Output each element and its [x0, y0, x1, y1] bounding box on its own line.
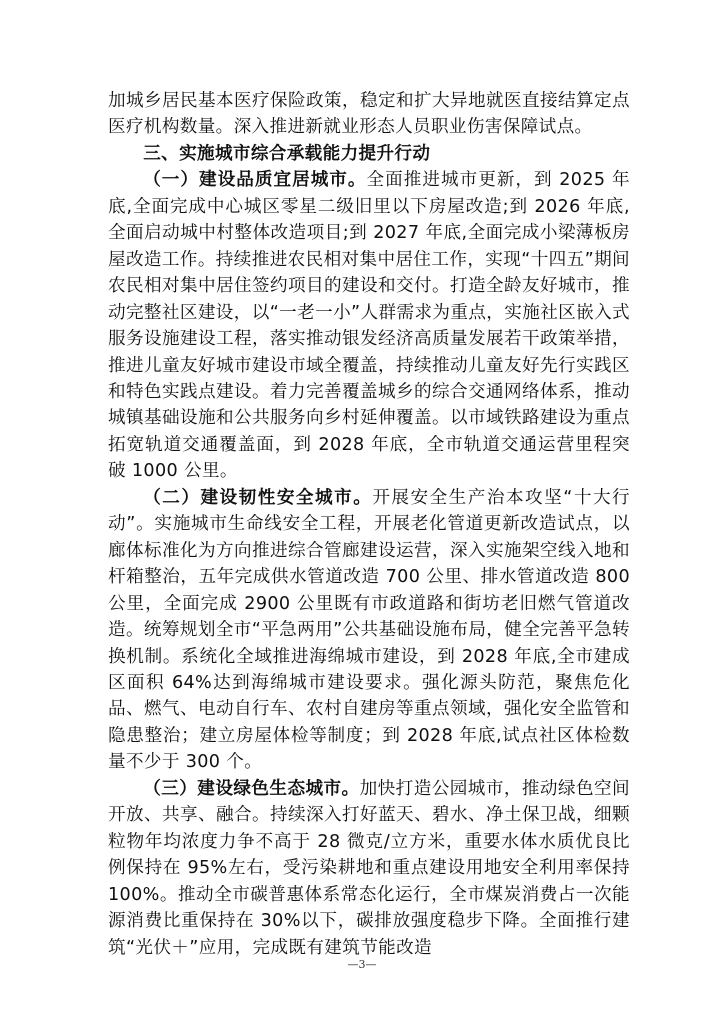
- paragraph-text: 全面推进城市更新，到 2025 年底,全面完成中心城区零星二级旧里以下房屋改造;到 2026 年底,全面启动城中村整体改造项目;到 2027 年底,全面完成小梁薄板房屋改造工作。持续推进农民相对集中居住工作，实现“十四五”期间农民相对集中居住签约项目的建设和交付。打造全龄友好城市，推动完整社区建设，以“一老一小”人群需求为重点，实施社区嵌入式服务设施建设工程，落实推动银发经济高质量发展若干政策举措，推进儿童友好城市建设市域全覆盖，持续推动儿童友好先行实践区和特色实践点建设。着力完善覆盖城乡的综合交通网络体系，推动城镇基础设施和公共服务向乡村延伸覆盖。以市域铁路建设为重点拓宽轨道交通覆盖面，到 2028 年底，全市轨道交通运营里程突破 1000 公里。: [108, 170, 630, 482]
- paragraph-continuation: 加城乡居民基本医疗保险政策，稳定和扩大异地就医直接结算定点医疗机构数量。深入推进新就业形态人员职业伤害保障试点。: [108, 91, 630, 138]
- subsection-title-green-city: （三）建设绿色生态城市。: [143, 778, 360, 799]
- page-number: —3—: [347, 958, 377, 971]
- paragraph-livable-city: [108, 167, 630, 484]
- section-heading-3: 三、实施城市综合承载能力提升行动: [143, 143, 431, 164]
- paragraph-resilient-city: [108, 485, 630, 776]
- subsection-title-resilient-city: （二）建设韧性安全城市。: [143, 487, 373, 508]
- subsection-title-livable-city: （一）建设品质宜居城市。: [143, 170, 367, 191]
- paragraph-text: 加快打造公园城市，推动绿色空间开放、共享、融合。持续深入打好蓝天、碧水、净土保卫战，细颗粒物年均浓度力争不高于 28 微克/立方米，重要水体水质优良比例保持在 95%左右，受污染耕地和重点建设用地安全利用率保持 100%。推动全市碳普惠体系常态化运行，全市煤炭消费占一次能源消费比重保持在 30%以下，碳排放强度稳步下降。全面推行建筑“光伏＋”应用，完成既有建筑节能改造: [108, 778, 630, 958]
- paragraph-green-city: [108, 776, 630, 961]
- paragraph-text: 开展安全生产治本攻坚“十大行动”。实施城市生命线安全工程，开展老化管道更新改造试点，以廊体标准化为方向推进综合管廊建设运营，深入实施架空线入地和杆箱整治，五年完成供水管道改造 700 公里、排水管道改造 800 公里，全面完成 2900 公里既有市政道路和街坊老旧燃气管道改造。统筹规划全市“平急两用”公共基础设施布局，健全完善平急转换机制。系统化全域推进海绵城市建设，到 2028 年底,全市建成区面积 64%达到海绵城市建设要求。强化源头防范，聚焦危化品、燃气、电动自行车、农村自建房等重点领域，强化安全监管和隐患整治；建立房屋体检等制度；到 2028 年底,试点社区体检数量不少于 300 个。: [108, 487, 630, 773]
- document-body: [108, 88, 630, 961]
